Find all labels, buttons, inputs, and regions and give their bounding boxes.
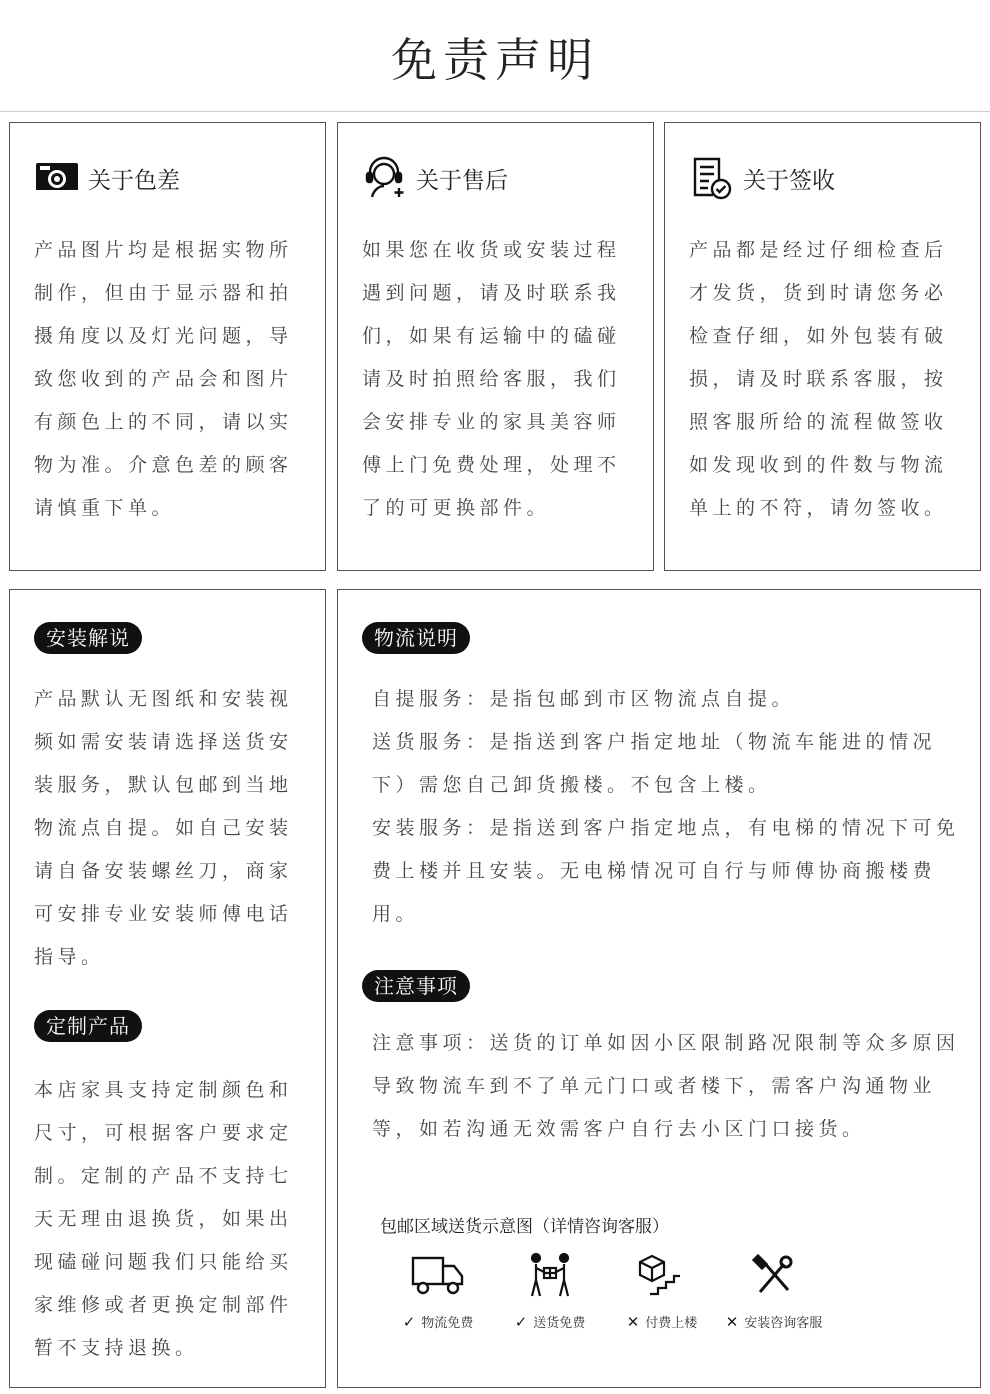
shipping-item <box>602 1252 722 1331</box>
logistics-badge: 物流说明 <box>362 622 470 654</box>
shipping-item-label: 物流免费 <box>421 1316 474 1331</box>
logistics-line: 安装服务：是指送到客户指定地点，有电梯的情况下可免费上楼并且安装。无电梯情况可自行与师傅协商搬楼费用。 <box>372 817 960 925</box>
check-mark-icon: ✓ <box>402 1312 416 1331</box>
shipping-map-icons <box>378 1252 848 1342</box>
customer-service-icon <box>362 155 408 201</box>
shipping-item-label: 送货免费 <box>533 1316 586 1331</box>
after-sale-card <box>337 122 654 571</box>
color-diff-title: 关于色差 <box>88 167 180 194</box>
after-sale-text: 如果您在收货或安装过程遇到问题，请及时联系我们，如果有运输中的磕碰请及时拍照给客服，我们会安排专业的家具美容师傅上门免费处理，处理不了的可更换部件。 <box>362 239 621 519</box>
page-title: 免责声明 <box>391 33 599 87</box>
custom-badge: 定制产品 <box>34 1010 142 1042</box>
logistics-card <box>337 589 981 1388</box>
logistics-line: 送货服务：是指送到客户指定地址（物流车能进的情况下）需您自己卸货搬楼。不包含上楼。 <box>372 731 937 796</box>
delivery-people-icon <box>522 1252 578 1298</box>
shipping-map-title: 包邮区域送货示意图（详情咨询客服） <box>380 1217 669 1237</box>
sign-for-title: 关于签收 <box>743 167 835 194</box>
checklist-icon <box>689 155 735 201</box>
shipping-item <box>378 1252 498 1331</box>
cross-mark-icon: ✕ <box>626 1312 640 1331</box>
color-diff-card <box>9 122 326 571</box>
cross-mark-icon: ✕ <box>725 1312 739 1331</box>
color-diff-text: 产品图片均是根据实物所制作，但由于显示器和拍摄角度以及灯光问题，导致您收到的产品会和图片有颜色上的不同，请以实物为准。介意色差的顾客请慎重下单。 <box>34 239 293 519</box>
truck-icon <box>410 1252 466 1298</box>
shipping-item-label: 安装咨询客服 <box>744 1316 823 1331</box>
header-divider <box>0 111 990 112</box>
notes-text: 注意事项：送货的订单如因小区限制路况限制等众多原因导致物流车到不了单元门口或者楼下，需客户沟通物业等，如若沟通无效需客户自行去小区门口接货。 <box>372 1032 960 1140</box>
installation-text: 产品默认无图纸和安装视频如需安装请选择送货安装服务，默认包邮到当地物流点自提。如自己安装请自备安装螺丝刀，商家可安排专业安装师傅电话指导。 <box>34 688 293 968</box>
installation-badge: 安装解说 <box>34 622 142 654</box>
logistics-text <box>372 678 966 936</box>
shipping-item <box>714 1252 834 1331</box>
shipping-item <box>490 1252 610 1331</box>
notes-badge: 注意事项 <box>362 970 470 1002</box>
box-stairs-icon <box>634 1252 690 1298</box>
tools-icon <box>746 1252 802 1298</box>
check-mark-icon: ✓ <box>514 1312 528 1331</box>
sign-for-text: 产品都是经过仔细检查后才发货，货到时请您务必检查仔细，如外包装有破损，请及时联系客服，按照客服所给的流程做签收如发现收到的件数与物流单上的不符，请勿签收。 <box>689 239 948 519</box>
custom-text: 本店家具支持定制颜色和尺寸，可根据客户要求定制。定制的产品不支持七天无理由退换货，如果出现磕碰问题我们只能给买家维修或者更换定制部件暂不支持退换。 <box>34 1079 293 1359</box>
camera-icon <box>34 155 80 201</box>
after-sale-title: 关于售后 <box>416 167 508 194</box>
shipping-item-label: 付费上楼 <box>645 1316 698 1331</box>
install-custom-card <box>9 589 326 1388</box>
sign-for-card <box>664 122 981 571</box>
logistics-line: 自提服务：是指包邮到市区物流点自提。 <box>372 688 796 710</box>
